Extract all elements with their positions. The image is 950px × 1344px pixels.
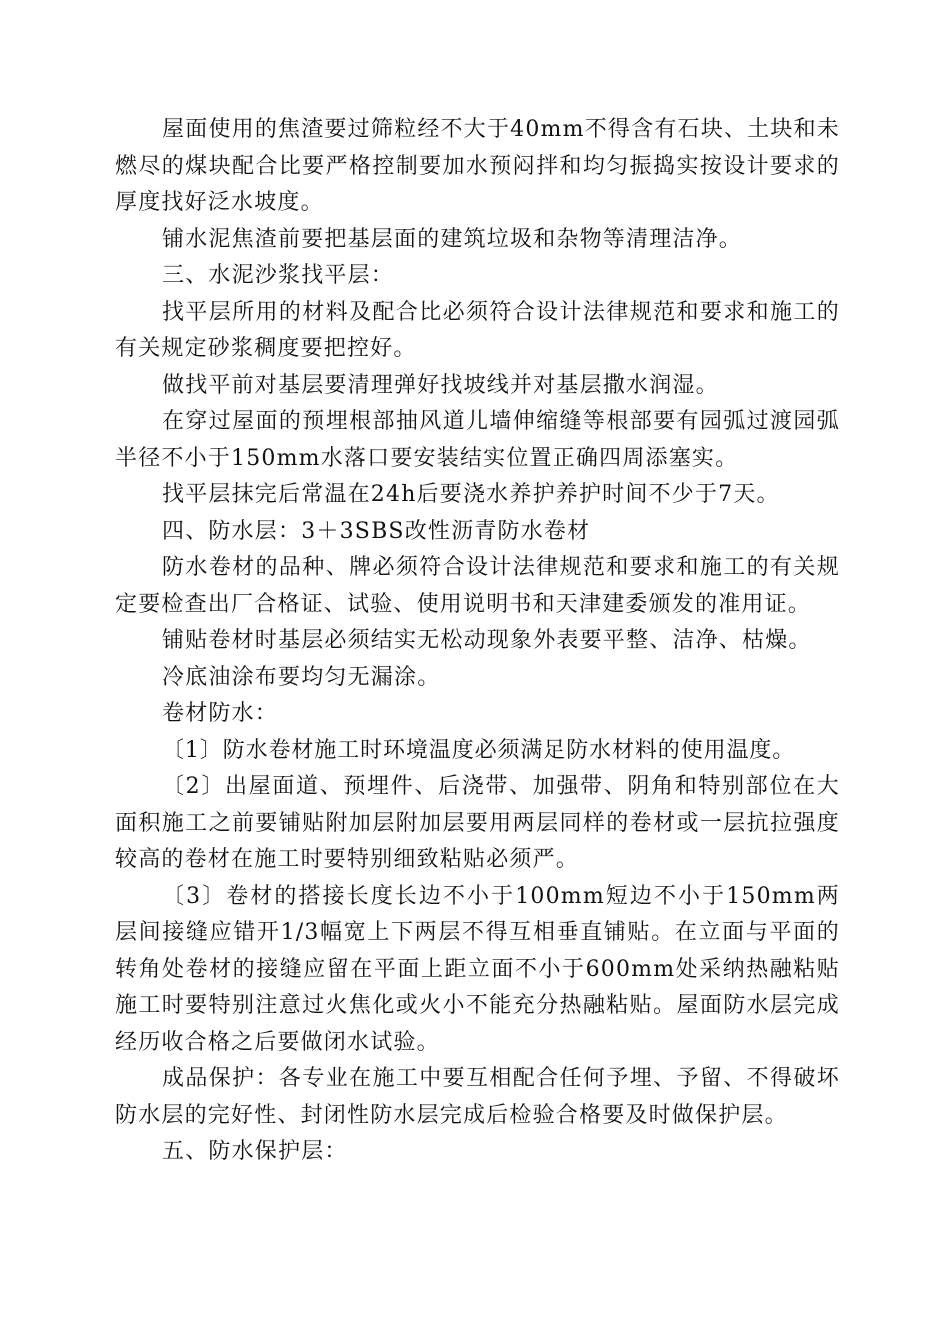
paragraph-cinder-requirements: 屋面使用的焦渣要过筛粒经不大于40mm不得含有石块、土块和未燃尽的煤块配合比要严格控制要加水预闷拌和均匀振捣实按设计要求的厚度找好泛水坡度。 [115, 117, 840, 215]
paragraph-product-protection: 成品保护：各专业在施工中要互相配合任何予埋、予留、不得破坏防水层的完好性、封闭性防水层完成后检验合格要及时做保护层。 [115, 1066, 840, 1128]
paragraph-cinder-cleaning: 铺水泥焦渣前要把基层面的建筑垃圾和杂物等清理洁净。 [162, 226, 743, 252]
paragraph-leveling-preparation: 做找平前对基层要清理弹好找坡线并对基层撒水润湿。 [162, 372, 719, 398]
document-body [115, 112, 840, 1171]
paragraph-leveling-materials: 找平层所用的材料及配合比必须符合设计法律规范和要求和施工的有关规定砂浆稠度要把控好。 [115, 299, 840, 361]
list-item-1: 〔1〕防水卷材施工时环境温度必须满足防水材料的使用温度。 [162, 737, 796, 763]
heading-protective-layer: 五、防水保护层： [162, 1139, 348, 1164]
paragraph-membrane-quality: 防水卷材的品种、牌必须符合设计法律规范和要求和施工的有关规定要检查出厂合格证、试验、使用说明书和天津建委颁发的准用证。 [115, 555, 840, 617]
paragraph-primer: 冷底油涂布要均匀无漏涂。 [162, 664, 441, 690]
paragraph-curing: 找平层抹完后常温在24h后要浇水养护养护时间不少于7天。 [162, 482, 780, 507]
paragraph-base-condition: 铺贴卷材时基层必须结实无松动现象外表要平整、洁净、枯燥。 [162, 628, 812, 653]
list-item-2: 〔2〕出屋面道、预埋件、后浇带、加强带、阴角和特别部位在大面积施工之前要铺贴附加层附加层要用两层同样的卷材或一层抗拉强度较高的卷材在施工时要特别细致粘贴必须严。 [115, 774, 840, 872]
heading-leveling-layer: 三、水泥沙浆找平层： [162, 263, 395, 288]
heading-membrane-waterproofing: 卷材防水： [162, 701, 279, 726]
heading-waterproof-layer: 四、防水层：3＋3SBS改性沥青防水卷材 [162, 518, 591, 544]
list-item-3: 〔3〕卷材的搭接长度长边不小于100mm短边不小于150mm两层间接缝应错开1/3幅宽上下两层不得互相垂直铺贴。在立面与平面的转角处卷材的接缝应留在平面上距立面不小于600mm处采纳热融粘贴施工时要特别注意过火焦化或火小不能充分热融粘贴。屋面防水层完成经历收合格之后要做闭水试验。 [115, 883, 840, 1055]
paragraph-penetrations: 在穿过屋面的预埋根部抽风道儿墙伸缩缝等根部要有园弧过渡园弧半径不小于150mm水落口要安装结实位置正确四周添塞实。 [115, 409, 840, 471]
